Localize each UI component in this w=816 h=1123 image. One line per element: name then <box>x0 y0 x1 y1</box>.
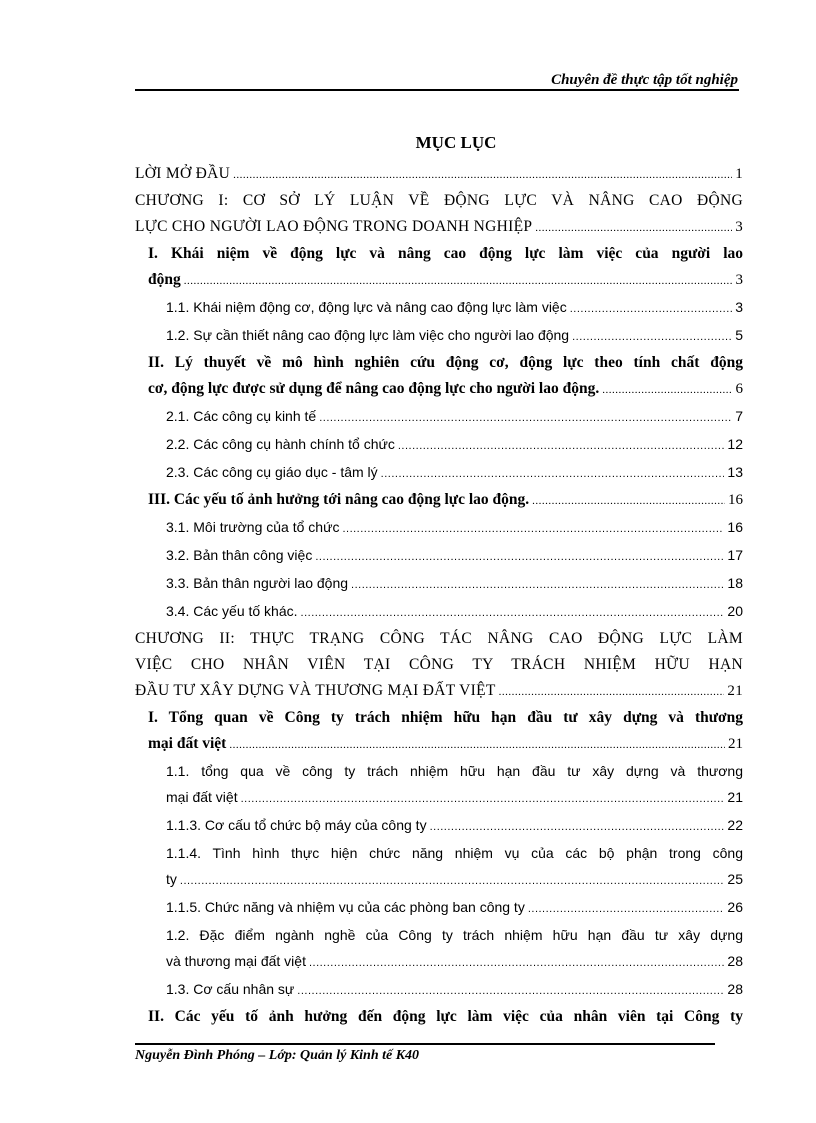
toc-entry[interactable] <box>135 705 743 758</box>
toc-entry[interactable] <box>135 1004 743 1030</box>
page-number: 3 <box>735 299 743 315</box>
dot-leader <box>342 516 724 542</box>
table-of-contents <box>135 161 743 1030</box>
dot-leader <box>572 324 732 350</box>
toc-title: MỤC LỤC <box>415 133 497 152</box>
toc-entry-title: 2.1. Các công cụ kinh tế <box>166 408 317 424</box>
header-title: Chuyên đề thực tập tốt nghiệp <box>551 72 738 88</box>
toc-entry-title: LỜI MỞ ĐẦU <box>135 165 231 182</box>
page-number: 18 <box>727 575 743 591</box>
page-number: 5 <box>735 327 743 343</box>
toc-entry[interactable] <box>135 542 743 570</box>
toc-entry[interactable] <box>135 840 743 894</box>
toc-entry-title: ty <box>166 871 177 887</box>
toc-entry-line: CHƯƠNG I: CƠ SỞ LÝ LUẬN VỀ ĐỘNG LỰC VÀ NÂNG CAO ĐỘNG <box>135 192 743 209</box>
toc-entry-title: 1.1. Khái niệm động cơ, động lực và nâng cao động lực làm việc <box>166 299 567 315</box>
toc-entry[interactable] <box>135 922 743 976</box>
toc-entry-title: 2.2. Các công cụ hành chính tổ chức <box>166 436 395 452</box>
toc-entry-title: ĐẦU TƯ XÂY DỰNG VÀ THƯƠNG MẠI ĐẤT VIỆT <box>135 682 496 699</box>
toc-entry[interactable] <box>135 487 743 514</box>
page-number: 17 <box>727 547 743 563</box>
toc-entry[interactable] <box>135 598 743 626</box>
page-number: 16 <box>727 519 743 535</box>
page-number: 25 <box>727 871 743 887</box>
toc-entry[interactable] <box>135 894 743 922</box>
toc-entry[interactable] <box>135 626 743 705</box>
toc-entry-line: I. Khái niệm về động lực và nâng cao động lực làm việc của người lao <box>148 245 743 262</box>
toc-entry-title: mại đất việt <box>166 789 238 805</box>
page-number: 16 <box>728 492 743 508</box>
dot-leader <box>570 296 732 322</box>
toc-entry[interactable] <box>135 514 743 542</box>
page-number: 3 <box>735 219 743 235</box>
dot-leader <box>229 732 725 758</box>
toc-entry[interactable] <box>135 350 743 403</box>
toc-entry-title: 3.2. Bản thân công việc <box>166 547 313 563</box>
footer-rule <box>135 1043 715 1045</box>
toc-entry-line: 1.2. Đặc điểm ngành nghề của Công ty trách nhiệm hữu hạn đầu tư xây dựng <box>166 927 743 943</box>
dot-leader <box>309 950 724 976</box>
toc-entry-title: và thương mại đất việt <box>166 953 306 969</box>
toc-entry-title: 3.1. Môi trường của tổ chức <box>166 519 340 535</box>
toc-entry-title: động <box>148 271 181 288</box>
page-number: 26 <box>727 899 743 915</box>
page-number: 13 <box>727 464 743 480</box>
toc-entry[interactable] <box>135 431 743 459</box>
toc-entry[interactable] <box>135 976 743 1004</box>
footer-text: Nguyễn Đình Phóng – Lớp: Quản lý Kinh tế K40 <box>135 1048 420 1063</box>
header-rule <box>135 89 739 91</box>
page-number: 12 <box>727 436 743 452</box>
page-number: 7 <box>735 408 743 424</box>
toc-entry[interactable] <box>135 812 743 840</box>
page-number: 22 <box>727 817 743 833</box>
toc-entry-title: 3.4. Các yếu tố khác. <box>166 603 298 619</box>
toc-entry-title: 1.1.3. Cơ cấu tổ chức bộ máy của công ty <box>166 817 427 833</box>
page-number: 1 <box>735 166 743 182</box>
dot-leader <box>319 405 732 431</box>
dot-leader <box>351 572 724 598</box>
page-number: 21 <box>727 683 743 699</box>
dot-leader <box>184 268 733 294</box>
page-number: 28 <box>727 953 743 969</box>
page-number: 21 <box>728 736 743 752</box>
toc-entry-title: III. Các yếu tố ảnh hưởng tới nâng cao động lực lao động. <box>148 491 530 508</box>
toc-entry-title: 1.1.5. Chức năng và nhiệm vụ của các phòng ban công ty <box>166 899 525 915</box>
toc-entry-title: cơ, động lực được sử dụng để nâng cao động lực cho người lao động. <box>148 380 600 397</box>
toc-entry[interactable] <box>135 459 743 487</box>
dot-leader <box>315 544 724 570</box>
page-number: 20 <box>727 603 743 619</box>
page-number: 3 <box>735 272 743 288</box>
toc-entry-line: CHƯƠNG II: THỰC TRẠNG CÔNG TÁC NÂNG CAO ĐỘNG LỰC LÀM <box>135 630 743 647</box>
toc-entry-title: 2.3. Các công cụ giáo dục - tâm lý <box>166 464 378 480</box>
toc-entry-line: 1.1. tổng qua về công ty trách nhiệm hữu hạn đầu tư xây dựng và thương <box>166 763 743 779</box>
dot-leader <box>297 978 724 1004</box>
toc-entry-line: 1.1.4. Tình hình thực hiện chức năng nhiệm vụ của các bộ phận trong công <box>166 845 743 861</box>
toc-entry-title: 1.2. Sự cần thiết nâng cao động lực làm việc cho người lao động <box>166 327 570 343</box>
dot-leader <box>430 814 725 840</box>
dot-leader <box>532 488 725 514</box>
page-number: 28 <box>727 981 743 997</box>
toc-entry-line: I. Tổng quan về Công ty trách nhiệm hữu hạn đầu tư xây dựng và thương <box>148 709 743 726</box>
toc-entry[interactable] <box>135 294 743 322</box>
toc-entry[interactable] <box>135 241 743 294</box>
toc-entry-title: 3.3. Bản thân người lao động <box>166 575 349 591</box>
dot-leader <box>528 896 725 922</box>
dot-leader <box>381 461 725 487</box>
toc-entry-title: LỰC CHO NGƯỜI LAO ĐỘNG TRONG DOANH NGHIỆP <box>135 218 533 235</box>
toc-entry[interactable] <box>135 322 743 350</box>
toc-entry-line: II. Lý thuyết về mô hình nghiên cứu động cơ, động lực theo tính chất động <box>148 354 743 371</box>
page-number: 21 <box>727 789 743 805</box>
toc-entry[interactable] <box>135 188 743 241</box>
dot-leader <box>180 868 725 894</box>
dot-leader <box>535 215 732 241</box>
dot-leader <box>602 377 732 403</box>
toc-entry[interactable] <box>135 570 743 598</box>
dot-leader <box>301 600 725 626</box>
dot-leader <box>241 786 725 812</box>
toc-entry[interactable] <box>135 403 743 431</box>
dot-leader <box>499 679 725 705</box>
toc-entry-line: VIỆC CHO NHÂN VIÊN TẠI CÔNG TY TRÁCH NHIỆM HỮU HẠN <box>135 656 743 673</box>
toc-entry-line: II. Các yếu tố ảnh hưởng đến động lực làm việc của nhân viên tại Công ty <box>148 1008 743 1025</box>
toc-entry[interactable] <box>135 758 743 812</box>
toc-entry-title: 1.3. Cơ cấu nhân sự <box>166 981 295 997</box>
toc-entry[interactable] <box>135 161 743 188</box>
toc-entry-title: mại đất việt <box>148 735 227 752</box>
dot-leader <box>233 162 732 188</box>
dot-leader <box>398 433 725 459</box>
page-number: 6 <box>735 381 743 397</box>
